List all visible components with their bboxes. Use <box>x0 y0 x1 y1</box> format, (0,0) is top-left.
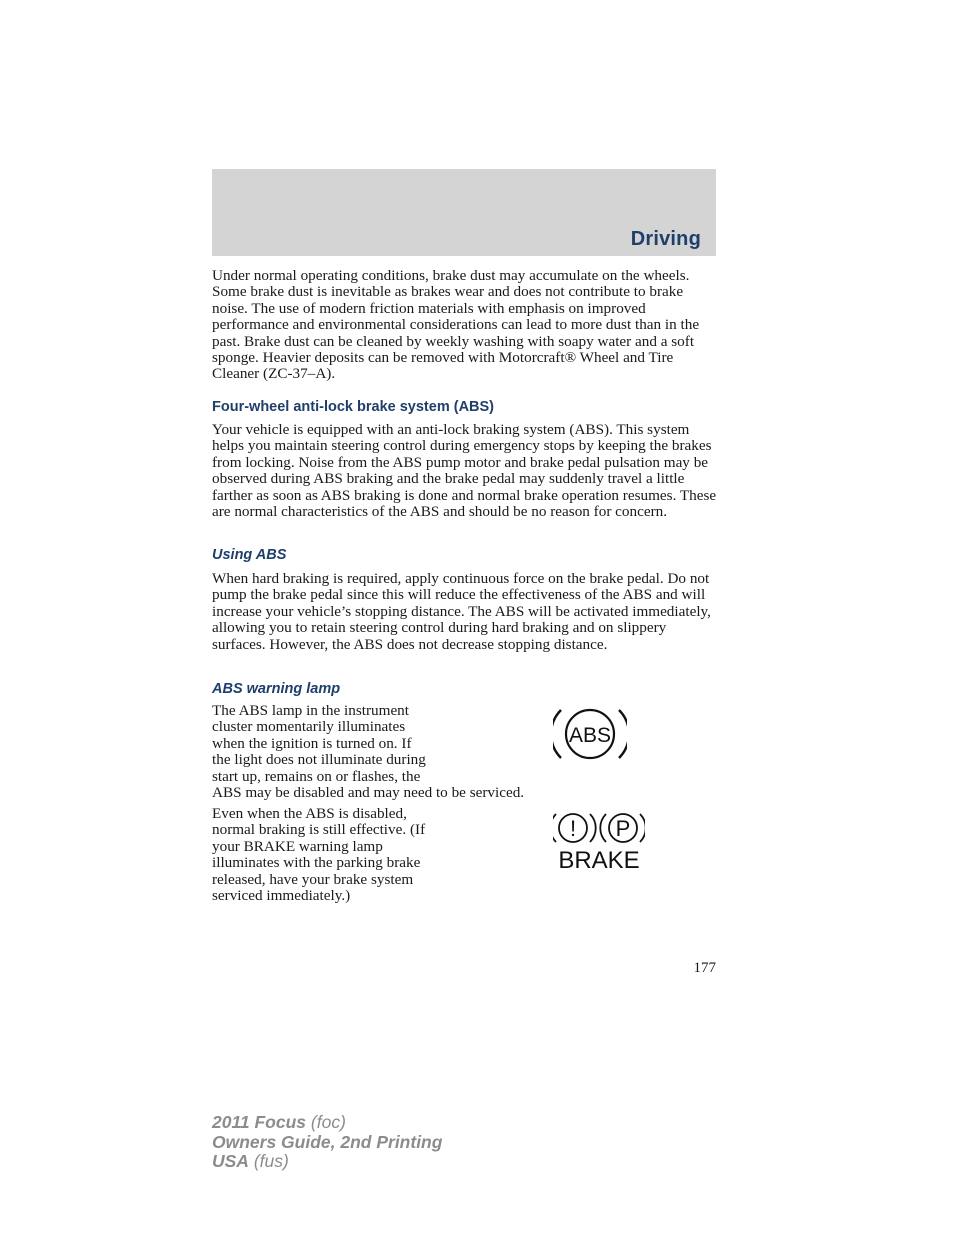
abs-disabled-block <box>212 806 512 904</box>
brake-dust-paragraph-block <box>212 268 718 383</box>
brake-dust-paragraph: Under normal operating conditions, brake dust may accumulate on the wheels. Some brake dust is inevitable as brakes wear and does not contribute to brake noise. The use of modern friction materials with emphasis on improved performance and environmental considerations can lead to more dust than in the past. Brake dust can be cleaned by weekly washing with soapy water and a soft sponge. Heavier deposits can be removed with Motorcraft® Wheel and Tire Cleaner (ZC-37–A). <box>212 267 700 383</box>
abs-lamp-line: when the ignition is turned on. If <box>212 734 412 752</box>
abs-lamp-line: cluster momentarily illuminates <box>212 718 406 736</box>
abs-intro-paragraph: Your vehicle is equipped with an anti-lock braking system (ABS). This system helps you maintain steering control during emergency stops by keeping the brakes from locking. Noise from the ABS pump motor and brake pedal pulsation may be observed during ABS braking and the brake pedal may suddenly travel a little farther as soon as ABS braking is done and normal brake operation resumes. These are normal characteristics of the ABS and should be no reason for concern. <box>212 421 717 521</box>
abs-lamp-line: The ABS lamp in the instrument <box>212 702 409 719</box>
abs-lamp-line: the light does not illuminate during <box>212 751 426 769</box>
abs-icon-label: ABS <box>568 724 612 747</box>
using-abs-block <box>212 571 718 653</box>
footer-market: USA <box>212 1151 249 1171</box>
heading-abs-system: Four-wheel anti-lock brake system (ABS) <box>212 399 495 415</box>
section-header-band <box>212 169 716 256</box>
heading-abs-warning-lamp: ABS warning lamp <box>212 681 341 697</box>
footer-market-code: (fus) <box>253 1151 289 1171</box>
abs-disabled-line: released, have your brake system <box>212 870 414 888</box>
abs-intro-block <box>212 422 718 520</box>
abs-disabled-line: serviced immediately.) <box>212 887 351 905</box>
section-title: Driving <box>630 228 701 250</box>
using-abs-paragraph: When hard braking is required, apply continuous force on the brake pedal. Do not pump the brake pedal since this will reduce the effectiveness of the ABS and will increase your vehicle’s stopping distance. The ABS will be activated immediately, allowing you to retain steering control during hard braking and on slippery surfaces. However, the ABS does not decrease stopping distance. <box>212 570 711 653</box>
abs-disabled-line: your BRAKE warning lamp <box>212 837 383 855</box>
footer-model-code: (foc) <box>310 1112 346 1132</box>
footer <box>212 1113 442 1172</box>
footer-line-2 <box>212 1133 442 1153</box>
abs-disabled-line: normal braking is still effective. (If <box>212 821 426 839</box>
brake-warning-icon <box>553 808 645 872</box>
abs-lamp-block <box>212 703 572 801</box>
abs-lamp-line: start up, remains on or flashes, the <box>212 767 421 785</box>
footer-model: 2011 Focus <box>212 1112 307 1132</box>
abs-disabled-line: Even when the ABS is disabled, <box>212 805 407 822</box>
abs-warning-icon <box>553 704 627 764</box>
abs-disabled-line: illuminates with the parking brake <box>212 854 421 872</box>
brake-icon-label: BRAKE <box>558 847 640 872</box>
parking-p-icon: P <box>615 816 631 841</box>
footer-line-3 <box>212 1152 442 1172</box>
heading-using-abs: Using ABS <box>212 547 287 563</box>
exclamation-icon: ! <box>569 816 577 841</box>
footer-guide: Owners Guide, 2nd Printing <box>212 1131 443 1152</box>
abs-lamp-line: ABS may be disabled and may need to be serviced. <box>212 784 525 802</box>
footer-line-1 <box>212 1113 442 1133</box>
page-number: 177 <box>693 960 716 976</box>
